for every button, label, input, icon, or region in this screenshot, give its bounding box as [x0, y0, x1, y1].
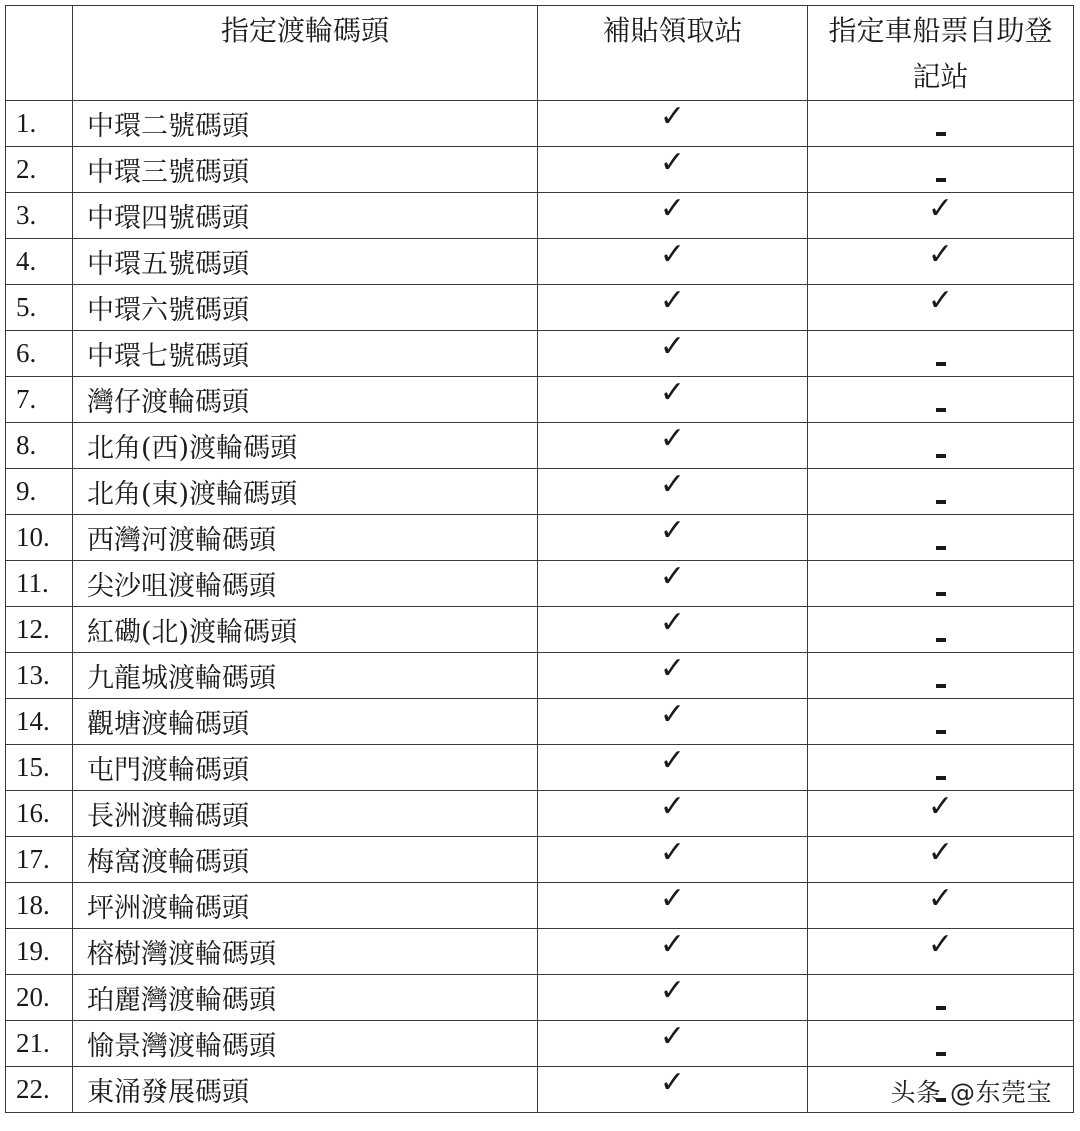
- checkmark-icon: ✓: [927, 237, 954, 272]
- dash-icon: [936, 178, 946, 182]
- table-row: [6, 975, 1074, 1021]
- table-row: [6, 929, 1074, 975]
- dash-icon: [936, 132, 946, 136]
- subsidy-cell: [538, 147, 808, 193]
- checkmark-icon: ✓: [659, 973, 686, 1008]
- table-row: [6, 239, 1074, 285]
- subsidy-cell: [538, 1067, 808, 1113]
- dash-icon: [936, 684, 946, 688]
- checkmark-icon: ✓: [927, 881, 954, 916]
- pier-name: 坪洲渡輪碼頭: [73, 883, 538, 929]
- subsidy-cell: [538, 423, 808, 469]
- table-row: [6, 193, 1074, 239]
- checkmark-icon: ✓: [659, 605, 686, 640]
- row-number: 21.: [6, 1021, 73, 1067]
- row-number: 20.: [6, 975, 73, 1021]
- checkmark-icon: ✓: [927, 789, 954, 824]
- registration-cell: [808, 285, 1074, 331]
- row-number: 10.: [6, 515, 73, 561]
- dash-icon: [936, 730, 946, 734]
- table-row: [6, 285, 1074, 331]
- row-number: 8.: [6, 423, 73, 469]
- row-number: 15.: [6, 745, 73, 791]
- registration-cell: [808, 699, 1074, 745]
- dash-icon: [936, 362, 946, 366]
- pier-name: 中環四號碼頭: [73, 193, 538, 239]
- checkmark-icon: ✓: [659, 881, 686, 916]
- table-row: [6, 883, 1074, 929]
- checkmark-icon: ✓: [659, 743, 686, 778]
- pier-name: 中環三號碼頭: [73, 147, 538, 193]
- pier-table: [5, 5, 1074, 1113]
- registration-cell: [808, 653, 1074, 699]
- dash-icon: [936, 592, 946, 596]
- registration-cell: [808, 975, 1074, 1021]
- table-row: [6, 101, 1074, 147]
- registration-cell: [808, 515, 1074, 561]
- registration-cell: [808, 193, 1074, 239]
- table-body: [6, 101, 1074, 1113]
- subsidy-cell: [538, 193, 808, 239]
- header-registration-station: [808, 6, 1074, 101]
- row-number: 16.: [6, 791, 73, 837]
- pier-name: 灣仔渡輪碼頭: [73, 377, 538, 423]
- row-number: 2.: [6, 147, 73, 193]
- registration-cell: [808, 883, 1074, 929]
- row-number: 14.: [6, 699, 73, 745]
- table-row: [6, 331, 1074, 377]
- row-number: 11.: [6, 561, 73, 607]
- registration-cell: [808, 607, 1074, 653]
- pier-name: 東涌發展碼頭: [73, 1067, 538, 1113]
- checkmark-icon: ✓: [659, 789, 686, 824]
- checkmark-icon: ✓: [659, 421, 686, 456]
- subsidy-cell: [538, 745, 808, 791]
- registration-cell: [808, 101, 1074, 147]
- table-row: [6, 791, 1074, 837]
- watermark: 头条 @东莞宝: [890, 1078, 1052, 1107]
- subsidy-cell: [538, 1021, 808, 1067]
- table-row: [6, 699, 1074, 745]
- checkmark-icon: ✓: [659, 927, 686, 962]
- pier-name: 中環七號碼頭: [73, 331, 538, 377]
- table-row: [6, 837, 1074, 883]
- pier-name: 尖沙咀渡輪碼頭: [73, 561, 538, 607]
- pier-name: 榕樹灣渡輪碼頭: [73, 929, 538, 975]
- checkmark-icon: ✓: [927, 283, 954, 318]
- subsidy-cell: [538, 653, 808, 699]
- checkmark-icon: ✓: [659, 513, 686, 548]
- table-row: [6, 1021, 1074, 1067]
- checkmark-icon: ✓: [927, 835, 954, 870]
- subsidy-cell: [538, 285, 808, 331]
- pier-name: 北角(東)渡輪碼頭: [73, 469, 538, 515]
- row-number: 18.: [6, 883, 73, 929]
- registration-cell: [808, 377, 1074, 423]
- header-pier: 指定渡輪碼頭: [73, 6, 538, 101]
- registration-cell: [808, 791, 1074, 837]
- pier-name: 中環六號碼頭: [73, 285, 538, 331]
- subsidy-cell: [538, 837, 808, 883]
- subsidy-cell: [538, 607, 808, 653]
- registration-cell: [808, 147, 1074, 193]
- registration-cell: [808, 331, 1074, 377]
- header-registration-text: 指定車船票自助登記站: [828, 14, 1053, 93]
- row-number: 5.: [6, 285, 73, 331]
- subsidy-cell: [538, 929, 808, 975]
- table-row: [6, 745, 1074, 791]
- registration-cell: [808, 239, 1074, 285]
- subsidy-cell: [538, 469, 808, 515]
- checkmark-icon: ✓: [659, 145, 686, 180]
- checkmark-icon: ✓: [659, 697, 686, 732]
- table-row: [6, 653, 1074, 699]
- registration-cell: [808, 423, 1074, 469]
- pier-name: 中環二號碼頭: [73, 101, 538, 147]
- registration-cell: [808, 929, 1074, 975]
- pier-name: 愉景灣渡輪碼頭: [73, 1021, 538, 1067]
- dash-icon: [936, 1052, 946, 1056]
- subsidy-cell: [538, 239, 808, 285]
- checkmark-icon: ✓: [659, 375, 686, 410]
- row-number: 19.: [6, 929, 73, 975]
- pier-name: 屯門渡輪碼頭: [73, 745, 538, 791]
- dash-icon: [936, 776, 946, 780]
- pier-name: 紅磡(北)渡輪碼頭: [73, 607, 538, 653]
- table-row: [6, 147, 1074, 193]
- row-number: 13.: [6, 653, 73, 699]
- row-number: 3.: [6, 193, 73, 239]
- subsidy-cell: [538, 101, 808, 147]
- row-number: 17.: [6, 837, 73, 883]
- row-number: 12.: [6, 607, 73, 653]
- checkmark-icon: ✓: [927, 191, 954, 226]
- pier-name: 西灣河渡輪碼頭: [73, 515, 538, 561]
- checkmark-icon: ✓: [659, 99, 686, 134]
- registration-cell: [808, 837, 1074, 883]
- subsidy-cell: [538, 515, 808, 561]
- registration-cell: [808, 745, 1074, 791]
- row-number: 4.: [6, 239, 73, 285]
- row-number: 22.: [6, 1067, 73, 1113]
- table-row: [6, 469, 1074, 515]
- table-row: [6, 423, 1074, 469]
- row-number: 6.: [6, 331, 73, 377]
- table-row: [6, 515, 1074, 561]
- row-number: 1.: [6, 101, 73, 147]
- subsidy-cell: [538, 699, 808, 745]
- dash-icon: [936, 638, 946, 642]
- pier-name: 梅窩渡輪碼頭: [73, 837, 538, 883]
- row-number: 7.: [6, 377, 73, 423]
- checkmark-icon: ✓: [659, 559, 686, 594]
- subsidy-cell: [538, 331, 808, 377]
- header-subsidy-station: 補貼領取站: [538, 6, 808, 101]
- subsidy-cell: [538, 791, 808, 837]
- checkmark-icon: ✓: [659, 1065, 686, 1100]
- checkmark-icon: ✓: [659, 467, 686, 502]
- pier-name: 北角(西)渡輪碼頭: [73, 423, 538, 469]
- subsidy-cell: [538, 975, 808, 1021]
- subsidy-cell: [538, 377, 808, 423]
- registration-cell: [808, 469, 1074, 515]
- checkmark-icon: ✓: [659, 835, 686, 870]
- dash-icon: [936, 1006, 946, 1010]
- dash-icon: [936, 546, 946, 550]
- header-row: [6, 6, 1074, 101]
- table-row: [6, 377, 1074, 423]
- registration-cell: [808, 561, 1074, 607]
- row-number: 9.: [6, 469, 73, 515]
- checkmark-icon: ✓: [659, 1019, 686, 1054]
- pier-name: 觀塘渡輪碼頭: [73, 699, 538, 745]
- checkmark-icon: ✓: [659, 283, 686, 318]
- checkmark-icon: ✓: [659, 237, 686, 272]
- pier-name: 珀麗灣渡輪碼頭: [73, 975, 538, 1021]
- pier-name: 長洲渡輪碼頭: [73, 791, 538, 837]
- pier-name: 中環五號碼頭: [73, 239, 538, 285]
- table-row: [6, 561, 1074, 607]
- pier-name: 九龍城渡輪碼頭: [73, 653, 538, 699]
- header-number: [6, 6, 73, 101]
- checkmark-icon: ✓: [659, 651, 686, 686]
- checkmark-icon: ✓: [659, 191, 686, 226]
- subsidy-cell: [538, 883, 808, 929]
- dash-icon: [936, 408, 946, 412]
- table-row: [6, 607, 1074, 653]
- registration-cell: [808, 1021, 1074, 1067]
- checkmark-icon: ✓: [659, 329, 686, 364]
- dash-icon: [936, 500, 946, 504]
- checkmark-icon: ✓: [927, 927, 954, 962]
- dash-icon: [936, 454, 946, 458]
- subsidy-cell: [538, 561, 808, 607]
